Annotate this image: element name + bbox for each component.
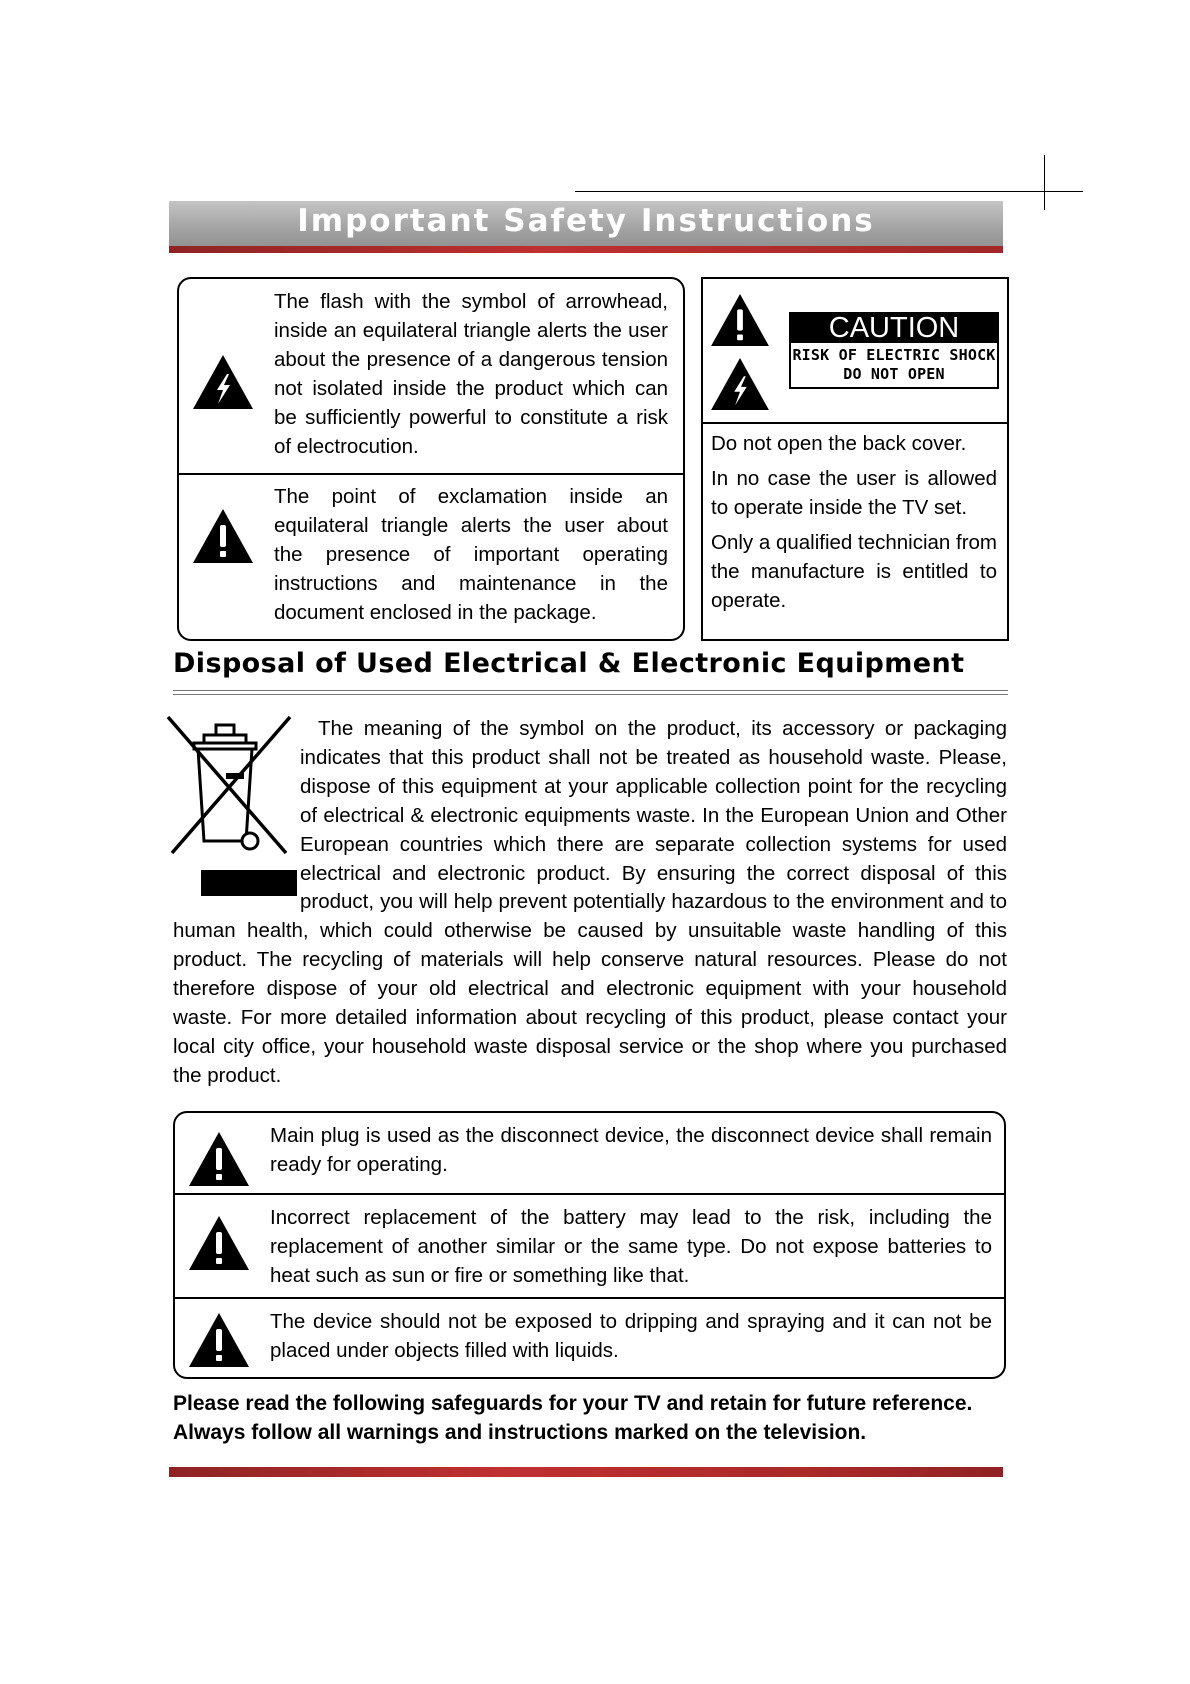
exclamation-triangle-icon [192,508,254,564]
caution-text-technician: Only a qualified technician from the manufacture is entitled to operate. [711,531,998,612]
title-underline [169,246,1003,253]
title-banner [169,201,1003,253]
lightning-triangle-icon [192,354,254,410]
safeguards-line-1: Please read the following safeguards for your TV and retain for future reference. [173,1392,973,1415]
notices-box [173,1111,1006,1379]
weee-black-bar [201,870,297,896]
notice-battery-text: Incorrect replacement of the battery may lead to the risk, including the replacement of another similar or the same type. Do not expose batteries to heat such as sun or fire or something like that. [270,1206,992,1287]
flash-warning-text: The flash with the symbol of arrowhead, inside an equilateral triangle alerts the user about the presence of a dangerous tension not isolated inside the product which can be sufficiently powerful to constitute a risk of electrocution. [274,290,668,458]
exclamation-triangle-icon [188,1215,250,1271]
caution-risk-line: RISK OF ELECTRIC SHOCK [792,346,996,364]
caution-text-user: In no case the user is allowed to operate inside the TV set. [711,467,997,519]
exclamation-warning-text: The point of exclamation inside an equilateral triangle alerts the user about the presence of important operating instructions and maintenance in the document enclosed in the package. [274,485,668,624]
notice-row-plug [175,1113,1004,1194]
notice-plug-text: Main plug is used as the disconnect device, the disconnect device shall remain ready for operating. [270,1124,992,1176]
flash-warning-row [179,279,683,473]
safeguards-line-2: Always follow all warnings and instructions marked on the television. [173,1421,867,1444]
caution-do-not-open-line: DO NOT OPEN [843,365,945,383]
exclamation-warning-row [179,475,683,639]
caution-box-divider [703,422,1007,424]
disposal-text: The meaning of the symbol on the product, its accessory or packaging indicates that this product shall not be treated as household waste. Please, dispose of this equipment at your applicable collection point for the recycling of electrical & electronic equipments waste. In the European Union and Other European countries which there are separate collection systems for used electrical and electronic product. By ensuring the correct disposal of this product, you will help prevent potentially hazardous to the environment and to human health, which could otherwise be caused by unsuitable waste handling of this product. The recycling of materials will help conserve natural resources. Please do not therefore dispose of your old electrical and electronic equipment with your household waste. For more detailed information about recycling of this product, please contact your local city office, your household waste disposal service or the shop where you purchased the product. [173,717,1007,1087]
crop-mark-horizontal [575,191,1083,192]
exclamation-triangle-icon [188,1312,250,1368]
heading-rule-bottom [173,694,1008,695]
page-title: Important Safety Instructions [297,203,875,239]
warning-symbols-box [177,277,685,641]
caution-box [701,277,1009,641]
notice-row-battery [175,1195,1004,1297]
lightning-triangle-icon [710,357,770,411]
disposal-body [173,715,1007,1091]
caution-subtitle [791,346,997,384]
exclamation-triangle-icon [188,1131,250,1187]
crop-mark-vertical [1044,155,1045,210]
heading-rule-top [173,690,1008,691]
caution-label [789,312,999,389]
footer-bar [169,1467,1003,1477]
caution-title: CAUTION [791,314,997,343]
exclamation-triangle-icon [710,293,770,347]
notice-liquid-text: The device should not be exposed to dripping and spraying and it can not be placed under objects filled with liquids. [270,1310,992,1362]
crossed-bin-icon [164,713,294,863]
notice-row-liquid [175,1299,1004,1377]
safeguards-note [173,1389,1008,1447]
disposal-heading: Disposal of Used Electrical & Electronic Equipment [173,648,965,679]
caution-text-back-cover: Do not open the back cover. [711,432,967,455]
